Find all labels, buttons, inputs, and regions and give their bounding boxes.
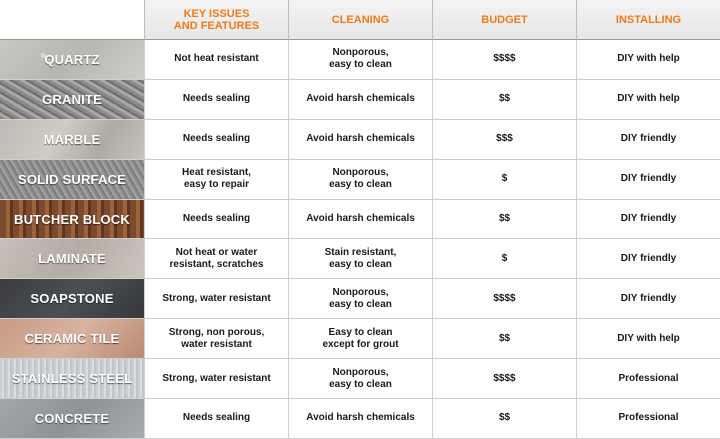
- installing-cell: DIY friendly: [576, 120, 720, 160]
- header-key-issues: KEY ISSUES AND FEATURES: [144, 0, 288, 40]
- cleaning-cell: Nonporous, easy to clean: [288, 40, 432, 80]
- installing-cell: Professional: [576, 359, 720, 399]
- issues-cell: Strong, non porous, water resistant: [144, 319, 288, 359]
- corner-cell: [0, 0, 144, 40]
- budget-cell: $$: [432, 80, 576, 120]
- header-budget: BUDGET: [432, 0, 576, 40]
- budget-cell: $: [432, 160, 576, 200]
- installing-cell: Professional: [576, 399, 720, 439]
- cleaning-cell: Stain resistant, easy to clean: [288, 239, 432, 279]
- material-granite: GRANITE: [0, 80, 144, 120]
- installing-cell: DIY friendly: [576, 200, 720, 240]
- cleaning-cell: Avoid harsh chemicals: [288, 120, 432, 160]
- budget-cell: $$$$: [432, 279, 576, 319]
- material-laminate: LAMINATE: [0, 239, 144, 279]
- installing-cell: DIY with help: [576, 40, 720, 80]
- issues-cell: Needs sealing: [144, 80, 288, 120]
- cleaning-cell: Easy to clean except for grout: [288, 319, 432, 359]
- installing-cell: DIY with help: [576, 80, 720, 120]
- material-quartz: QUARTZ: [0, 40, 144, 80]
- issues-cell: Needs sealing: [144, 120, 288, 160]
- header-cleaning: CLEANING: [288, 0, 432, 40]
- material-ceramic-tile: CERAMIC TILE: [0, 319, 144, 359]
- material-marble: MARBLE: [0, 120, 144, 160]
- issues-cell: Not heat or water resistant, scratches: [144, 239, 288, 279]
- material-butcher-block: BUTCHER BLOCK: [0, 200, 144, 240]
- budget-cell: $$: [432, 319, 576, 359]
- header-installing: INSTALLING: [576, 0, 720, 40]
- cleaning-cell: Nonporous, easy to clean: [288, 279, 432, 319]
- installing-cell: DIY with help: [576, 319, 720, 359]
- budget-cell: $$: [432, 200, 576, 240]
- budget-cell: $: [432, 239, 576, 279]
- installing-cell: DIY friendly: [576, 160, 720, 200]
- material-stainless-steel: STAINLESS STEEL: [0, 359, 144, 399]
- material-soapstone: SOAPSTONE: [0, 279, 144, 319]
- cleaning-cell: Avoid harsh chemicals: [288, 200, 432, 240]
- installing-cell: DIY friendly: [576, 239, 720, 279]
- issues-cell: Needs sealing: [144, 399, 288, 439]
- cleaning-cell: Nonporous, easy to clean: [288, 359, 432, 399]
- budget-cell: $$$$: [432, 359, 576, 399]
- budget-cell: $$$: [432, 120, 576, 160]
- budget-cell: $$$$: [432, 40, 576, 80]
- issues-cell: Strong, water resistant: [144, 279, 288, 319]
- issues-cell: Strong, water resistant: [144, 359, 288, 399]
- issues-cell: Heat resistant, easy to repair: [144, 160, 288, 200]
- material-solid-surface: SOLID SURFACE: [0, 160, 144, 200]
- cleaning-cell: Avoid harsh chemicals: [288, 399, 432, 439]
- budget-cell: $$: [432, 399, 576, 439]
- cleaning-cell: Avoid harsh chemicals: [288, 80, 432, 120]
- material-concrete: CONCRETE: [0, 399, 144, 439]
- installing-cell: DIY friendly: [576, 279, 720, 319]
- issues-cell: Needs sealing: [144, 200, 288, 240]
- cleaning-cell: Nonporous, easy to clean: [288, 160, 432, 200]
- issues-cell: Not heat resistant: [144, 40, 288, 80]
